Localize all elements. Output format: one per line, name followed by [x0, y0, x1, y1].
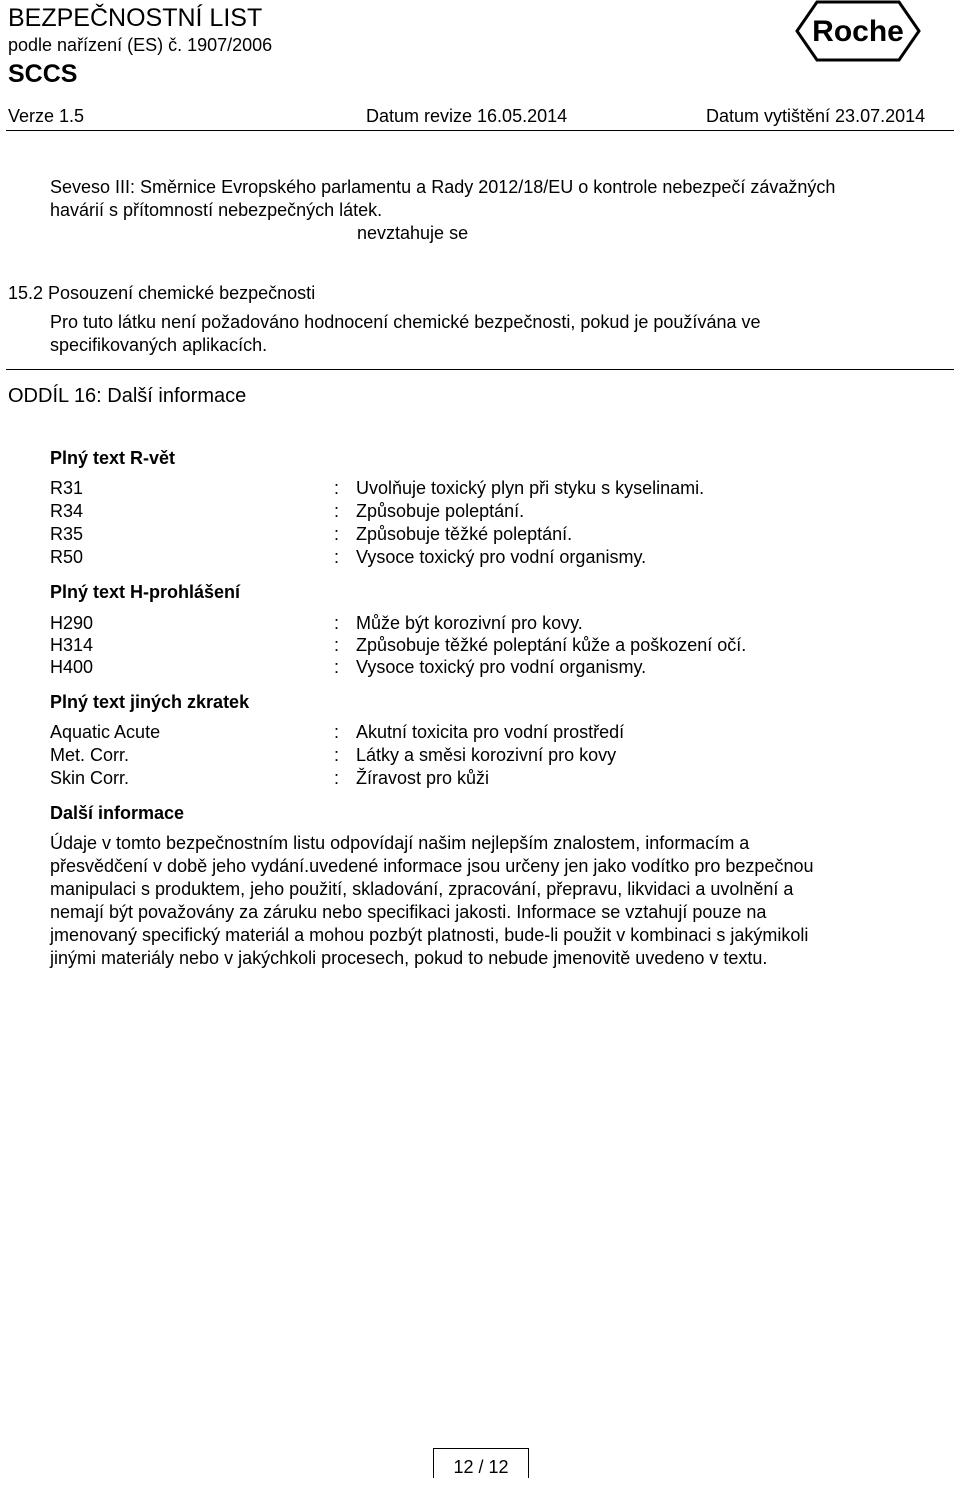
- separator: :: [334, 745, 340, 765]
- h-statement-text: Vysoce toxický pro vodní organismy.: [356, 657, 647, 677]
- r-phrases-heading: Plný text R-vět: [50, 448, 176, 468]
- product-name: SCCS: [8, 60, 78, 88]
- separator: :: [334, 478, 340, 498]
- seveso-line-1: Seveso III: Směrnice Evropského parlamentu a Rady 2012/18/EU o kontrole nebezpečí závažných: [50, 177, 836, 197]
- r-phrase-text: Způsobuje poleptání.: [356, 501, 525, 521]
- separator: :: [334, 768, 340, 788]
- other-info-line: přesvědčení v době jeho vydání.uvedené informace jsou určeny jen jako vodítko pro bezpečnou: [50, 856, 814, 876]
- other-info-heading: Další informace: [50, 803, 185, 823]
- other-info-line: nemají být považovány za záruku nebo specifikaci jakosti. Informace se vztahují pouze na: [50, 902, 767, 922]
- other-info-line: jmenovaný specifický materiál a mohou pozbýt platnosti, bude-li použit v kombinaci s jakýmikoli: [50, 925, 809, 945]
- abbreviation-code: Met. Corr.: [50, 745, 130, 765]
- h-statement-text: Způsobuje těžké poleptání kůže a poškození očí.: [356, 635, 747, 655]
- r-phrase-text: Způsobuje těžké poleptání.: [356, 524, 573, 544]
- separator: :: [334, 635, 340, 655]
- r-phrase-code: R34: [50, 501, 84, 521]
- header-divider: [6, 130, 954, 131]
- version-label: Verze 1.5: [8, 106, 85, 126]
- other-info-line: jinými materiály nebo v jakýchkoli procesech, pokud to nebude jmenovitě uvedeno v textu.: [50, 948, 768, 968]
- section-15-2-line-1: Pro tuto látku není požadováno hodnocení chemické bezpečnosti, pokud je používána ve: [50, 312, 761, 332]
- abbreviation-code: Aquatic Acute: [50, 722, 161, 742]
- section-divider: [6, 369, 954, 370]
- revision-date: Datum revize 16.05.2014: [366, 106, 568, 126]
- page-number: 12 / 12: [433, 1448, 529, 1478]
- r-phrase-code: R50: [50, 547, 84, 567]
- regulation-subtitle: podle nařízení (ES) č. 1907/2006: [8, 35, 273, 55]
- r-phrase-text: Uvolňuje toxický plyn při styku s kyselinami.: [356, 478, 705, 498]
- h-statement-text: Může být korozivní pro kovy.: [356, 613, 583, 633]
- r-phrase-text: Vysoce toxický pro vodní organismy.: [356, 547, 647, 567]
- separator: :: [334, 613, 340, 633]
- section-16-title: ODDÍL 16: Další informace: [8, 385, 247, 407]
- r-phrase-code: R35: [50, 524, 84, 544]
- roche-logo: [783, 0, 933, 62]
- abbreviation-text: Akutní toxicita pro vodní prostředí: [356, 722, 625, 742]
- separator: :: [334, 547, 340, 567]
- abbreviations-heading: Plný text jiných zkratek: [50, 692, 250, 712]
- separator: :: [334, 657, 340, 677]
- abbreviation-text: Látky a směsi korozivní pro kovy: [356, 745, 617, 765]
- separator: :: [334, 524, 340, 544]
- separator: :: [334, 501, 340, 521]
- seveso-value: nevztahuje se: [357, 223, 469, 243]
- h-statement-code: H314: [50, 635, 94, 655]
- section-15-2-heading: 15.2 Posouzení chemické bezpečnosti: [8, 283, 316, 303]
- r-phrase-code: R31: [50, 478, 84, 498]
- h-statement-code: H290: [50, 613, 94, 633]
- seveso-line-2: havárií s přítomností nebezpečných látek.: [50, 200, 383, 220]
- abbreviation-code: Skin Corr.: [50, 768, 130, 788]
- other-info-line: manipulaci s produktem, jeho použití, skladování, zpracování, přepravu, likvidaci a uvolnění a: [50, 879, 794, 899]
- h-statements-heading: Plný text H-prohlášení: [50, 582, 241, 602]
- document-title: BEZPEČNOSTNÍ LIST: [8, 4, 263, 32]
- abbreviation-text: Žíravost pro kůži: [356, 768, 490, 788]
- separator: :: [334, 722, 340, 742]
- section-15-2-line-2: specifikovaných aplikacích.: [50, 335, 268, 355]
- print-date: Datum vytištění 23.07.2014: [706, 106, 926, 126]
- other-info-line: Údaje v tomto bezpečnostním listu odpovídají našim nejlepším znalostem, informacím a: [50, 833, 750, 853]
- h-statement-code: H400: [50, 657, 94, 677]
- roche-logo-text: Roche: [812, 15, 904, 48]
